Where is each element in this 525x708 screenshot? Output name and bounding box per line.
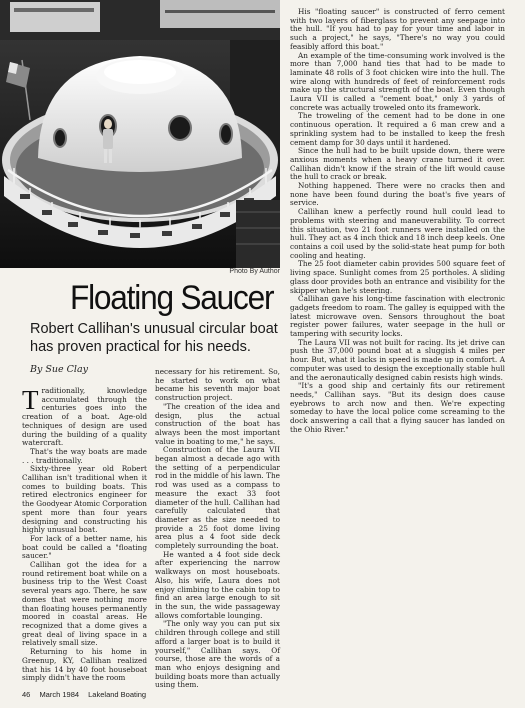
paragraph: Returning to his home in Greenup, KY, Callihan realized that his 14 by 40 foot houseboat simply didn't have the room xyxy=(22,647,147,683)
paragraph: The 25 foot diameter cabin provides 500 square feet of living space. Sunlight comes from 25 portholes. A sliding glass door provides both an entrance and visibility for the skipper when he's steering. xyxy=(290,259,505,295)
article-subtitle: Robert Callihan's unusual circular boat has proven practical for his needs. xyxy=(30,321,278,355)
paragraph: An example of the time-consuming work involved is the more than 7,000 hand ties that had to be made to laminate 48 rolls of 3 foot chicken wire into the hull. The wire along with hundreds of feet of reinforcement rods make up the structural strength of the boat. Even though Laura VII is called a "cement boat," only 3 yards of concrete was actually troweled onto its framework. xyxy=(290,50,505,112)
paragraph: That's the way boats are made . . . traditionally. xyxy=(22,446,147,465)
column-3 xyxy=(290,8,505,434)
paragraph: Nothing happened. There were no cracks then and none have been found during the boat's five years of service. xyxy=(290,181,505,208)
paragraph: Callihan got the idea for a round retirement boat while on a business trip to the West Coast several years ago. There, he saw domes that were nothing more than floating houses permanently moored in coastal areas. He recognized that a dome gives a great deal of living space in a relatively small size. xyxy=(22,560,147,648)
issue-date: March 1984 xyxy=(39,690,80,699)
paragraph: Since the hull had to be built upside down, there were anxious moments when a heavy crane turned it over. Callihan didn't know if the strain of the lift would cause the hull to crack or break. xyxy=(290,146,505,182)
paragraph: For lack of a better name, his boat could be called a "floating saucer." xyxy=(22,533,147,561)
paragraph: Callihan gave his long-time fascination with electronic gadgets freedom to roam. The galley is equipped with the latest microwave oven. Sensors throughout the boat register power failures, water seepage in the hull or tampering with security locks. xyxy=(290,294,505,339)
article-title: Floating Saucer xyxy=(70,279,274,317)
paragraph: He wanted a 4 foot side deck after experiencing the narrow walkways on most houseboats. Also, his wife, Laura does not enjoy climbing to the cabin top to find an area large enough to sit in the sun, the wide passageway allows comfortable lounging. xyxy=(155,549,280,620)
magazine-name: Lakeland Boating xyxy=(88,690,147,699)
column-1 xyxy=(22,387,147,683)
floating-saucer-photo xyxy=(0,0,280,268)
paragraph: The troweling of the cement had to be done in one continuous operation. It required a 6 man crew and a sprinkling system had to be installed to keep the fresh cement damp for 30 days until it hardened. xyxy=(290,111,505,147)
paragraph-text: raditionally, knowledge accumulated through the centuries goes into the creation of a boat. Age-old techniques of design are used during the building of a quality watercraft. xyxy=(22,386,147,448)
page-number: 46 xyxy=(22,690,31,699)
paragraph: Sixty-three year old Robert Callihan isn't traditional when it comes to building boats. This retired electronics engineer for the Goodyear Atomic Corporation spent more than four years designing and constructing his highly unusual boat. xyxy=(22,464,148,535)
page-footer xyxy=(22,690,153,699)
paragraph xyxy=(22,387,147,448)
paragraph: His "floating saucer" is constructed of ferro cement with two layers of fiberglass to prevent any seepage into the hull. "If you had to pay for your time and labor in such a project," he says, "There's no way you could feasibly afford this boat." xyxy=(290,7,505,51)
paragraph: Construction of the Laura VII began almost a decade ago with the setting of a perpendicular rod in the middle of his lawn. The rod was used as a compass to measure the exact 33 foot diameter of the hull. Callihan had carefully calculated that diameter as the size needed to provide a 25 foot dome living area plus a 4 foot side deck completely surrounding the boat. xyxy=(155,445,280,551)
paragraph: "The creation of the idea and design, plus the actual construction of the boat has always been the most important value in boating to me," he says. xyxy=(155,401,280,446)
paragraph: "It's a good ship and certainly fits our retirement needs," Callihan says. "But its design does cause eyebrows to arch now and then. We're expecting someday to have the local police come screaming to the dock answering a call that a flying saucer has landed on the Ohio River." xyxy=(290,381,505,434)
byline: By Sue Clay xyxy=(30,364,88,375)
photo-credit: Photo By Author xyxy=(229,268,280,275)
drop-cap: T xyxy=(22,385,39,415)
paragraph: "The only way you can put six children through college and still afford a larger boat is to build it yourself," Callihan says. Of course, those are the words of a man who enjoys designing and building boats more than actually using them. xyxy=(155,619,280,690)
paragraph: The Laura VII was not built for racing. Its jet drive can push the 37,000 pound boat at a sluggish 4 miles per hour. But, what it lacks in speed is made up in comfort. A computer was used to design the exceptionally stable hull and the aeronautically designed cabin resists high winds. xyxy=(290,337,505,382)
column-2 xyxy=(155,368,280,690)
paragraph: Callihan knew a perfectly round hull could lead to problems with steering and maneuverability. To correct this situation, two 21 foot runners were installed on the hull. They act as 4 inch thick and 18 inch deep keels. One contains a coil used by the solid-state heat pump for both cooling and heating. xyxy=(290,207,505,260)
paragraph: necessary for his retirement. So, he started to work on what became his seventh major boat construction project. xyxy=(155,367,280,403)
boat-photo xyxy=(0,0,280,268)
